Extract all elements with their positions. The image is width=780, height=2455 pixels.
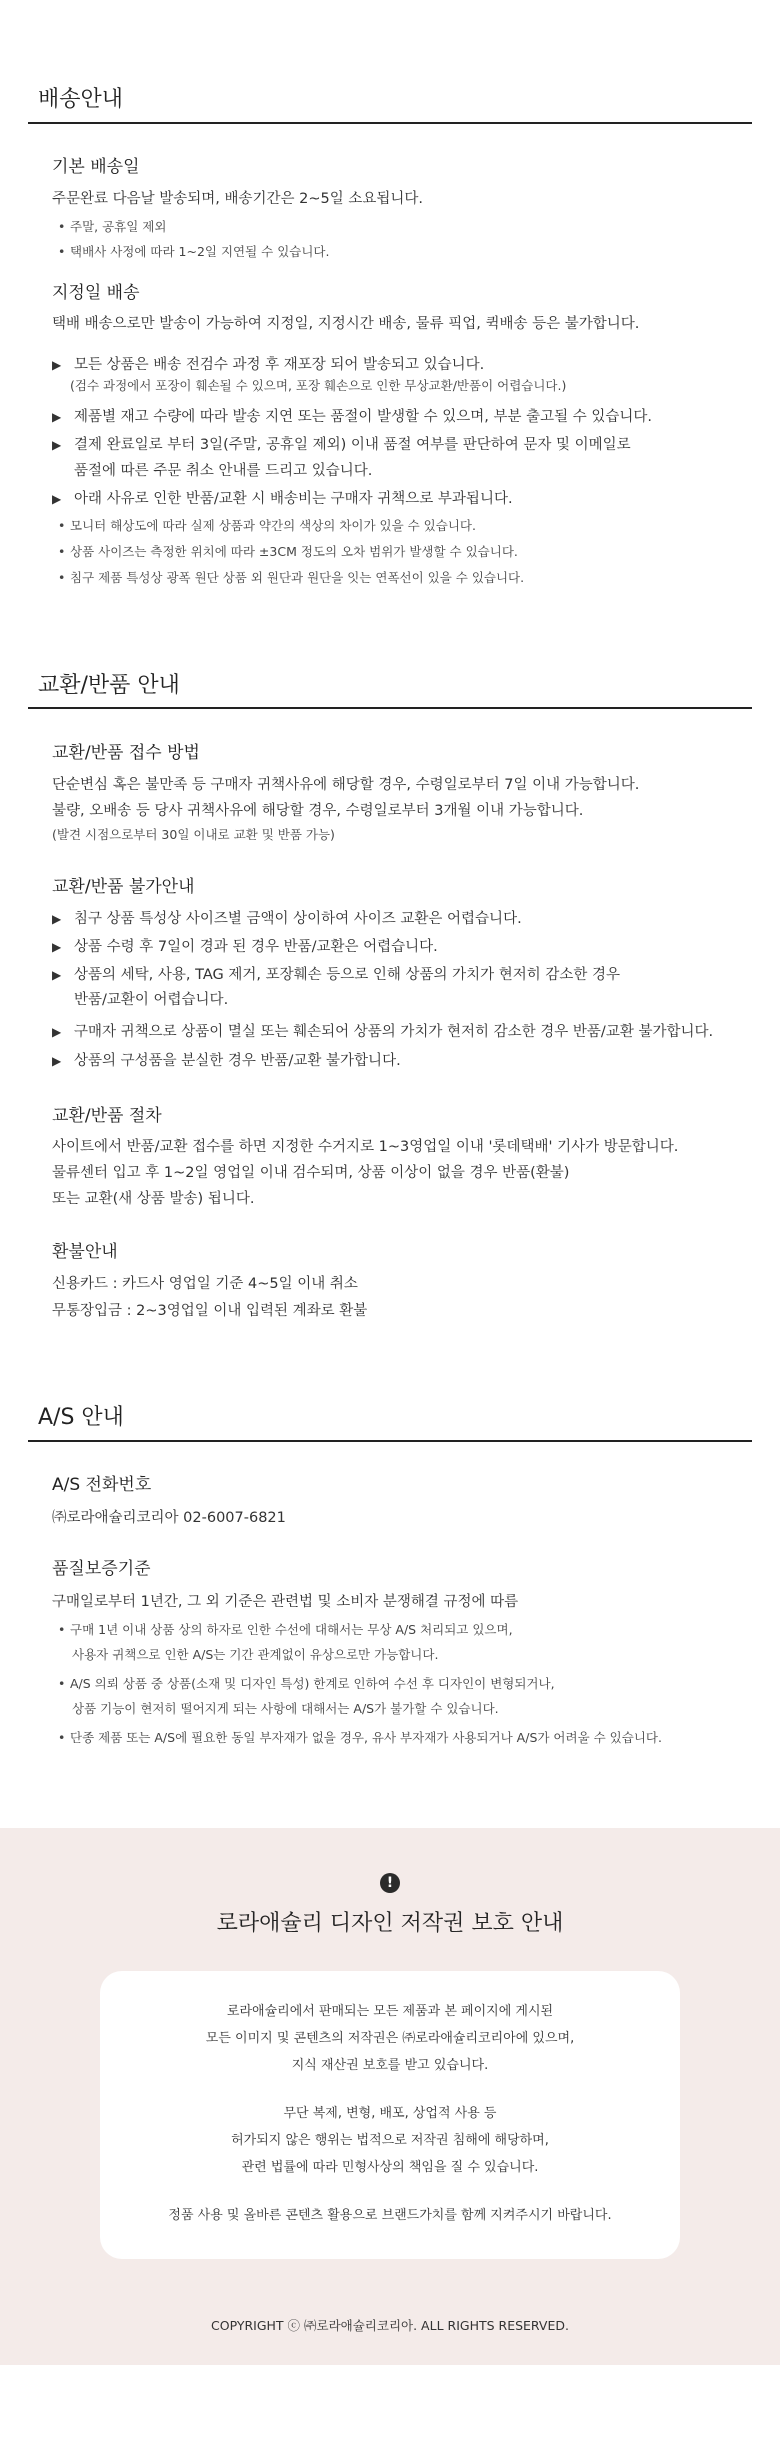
refund-title: 환불안내 — [52, 1242, 118, 1262]
unable-item: ▶ 상품의 구성품을 분실한 경우 반품/교환 불가합니다. — [52, 1048, 401, 1074]
exchange-title: 교환/반품 안내 — [38, 673, 180, 698]
notice-line: 관련 법률에 따라 민형사상의 책임을 질 수 있습니다. — [241, 2160, 539, 2175]
notice-line: 정품 사용 및 올바른 콘텐츠 활용으로 브랜드가치를 함께 지켜주시기 바랍니다. — [168, 2208, 612, 2223]
warranty-bullet-cont: 상품 기능이 현저히 떨어지게 되는 사항에 대해서는 A/S가 불가할 수 있습니다. — [72, 1701, 499, 1716]
basic-shipping-title: 기본 배송일 — [52, 157, 140, 177]
triangle-right-icon: ▶ — [52, 410, 62, 424]
exchange-process-line: 또는 교환(새 상품 발송) 됩니다. — [52, 1191, 255, 1207]
exchange-unable-title: 교환/반품 불가안내 — [52, 877, 195, 897]
warranty-bullet-cont: 사용자 귀책으로 인한 A/S는 기간 관계없이 유상으로만 가능합니다. — [72, 1647, 439, 1662]
triangle-right-icon: ▶ — [52, 358, 62, 372]
basic-bullet: • 주말, 공휴일 제외 — [52, 215, 166, 239]
copyright-notice-box — [100, 1971, 680, 2259]
exchange-rule — [28, 707, 752, 709]
as-title: A/S 안내 — [38, 1405, 124, 1430]
shipping-title: 배송안내 — [38, 87, 124, 112]
reason-bullet: • 침구 제품 특성상 광폭 원단 상품 외 원단과 원단을 잇는 연폭선이 있을 수 있습니다. — [52, 566, 524, 590]
unable-item-cont: 반품/교환이 어렵습니다. — [74, 992, 229, 1008]
notice-line: 지식 재산권 보호를 받고 있습니다. — [291, 2058, 489, 2073]
notice-line: 로라애슐리에서 판매되는 모든 제품과 본 페이지에 게시된 — [226, 2004, 554, 2019]
exchange-method-title: 교환/반품 접수 방법 — [52, 743, 200, 763]
reason-bullet: • 모니터 해상도에 따라 실제 상품과 약간의 색상의 차이가 있을 수 있습니다. — [52, 514, 476, 538]
triangle-right-icon: ▶ — [52, 912, 62, 926]
unable-item: ▶ 구매자 귀책으로 상품이 멸실 또는 훼손되어 상품의 가치가 현저히 감소한 경우 반품/교환 불가합니다. — [52, 1019, 713, 1045]
copyright-text: COPYRIGHT ⓒ ㈜로라애슐리코리아. ALL RIGHTS RESERVED. — [211, 2318, 569, 2333]
warranty-title: 품질보증기준 — [52, 1559, 151, 1579]
date-shipping-title: 지정일 배송 — [52, 283, 140, 303]
triangle-right-icon: ▶ — [52, 438, 62, 452]
unable-item: ▶ 상품의 세탁, 사용, TAG 제거, 포장훼손 등으로 인해 상품의 가치가 현저히 감소한 경우 — [52, 962, 620, 988]
triangle-right-icon: ▶ — [52, 968, 62, 982]
copyright-notice-panel — [0, 1828, 780, 2365]
unable-item: ▶ 상품 수령 후 7일이 경과 된 경우 반품/교환은 어렵습니다. — [52, 934, 438, 960]
refund-line: 신용카드 : 카드사 영업일 기준 4~5일 이내 취소 — [52, 1276, 358, 1292]
notice-line: 모든 이미지 및 콘텐츠의 저작권은 ㈜로라애슐리코리아에 있으며, — [205, 2031, 575, 2046]
shipping-note-sub: (검수 과정에서 포장이 훼손될 수 있으며, 포장 훼손으로 인한 무상교환/반품이 어렵습니다.) — [70, 378, 567, 393]
notice-line: 무단 복제, 변형, 배포, 상업적 사용 등 — [283, 2106, 497, 2121]
as-rule — [28, 1440, 752, 1442]
exchange-process-line: 물류센터 입고 후 1~2일 영업일 이내 검수되며, 상품 이상이 없을 경우 반품(환불) — [52, 1165, 570, 1181]
date-shipping-text: 택배 배송으로만 발송이 가능하여 지정일, 지정시간 배송, 물류 픽업, 퀵배송 등은 불가합니다. — [52, 316, 640, 332]
warranty-bullet: • 구매 1년 이내 상품 상의 하자로 인한 수선에 대해서는 무상 A/S 처리되고 있으며, — [52, 1618, 513, 1642]
shipping-rule — [28, 122, 752, 124]
exchange-method-small: (발견 시점으로부터 30일 이내로 교환 및 반품 가능) — [52, 827, 335, 842]
reason-bullet: • 상품 사이즈는 측정한 위치에 따라 ±3CM 정도의 오차 범위가 발생할 수 있습니다. — [52, 540, 518, 564]
as-phone-text: ㈜로라애슐리코리아 02-6007-6821 — [52, 1510, 286, 1526]
shipping-note: ▶ 제품별 재고 수량에 따라 발송 지연 또는 품절이 발생할 수 있으며, 부분 출고될 수 있습니다. — [52, 404, 652, 430]
shipping-note: ▶ 결제 완료일로 부터 3일(주말, 공휴일 제외) 이내 품절 여부를 판단하여 문자 및 이메일로 — [52, 432, 631, 458]
as-phone-title: A/S 전화번호 — [52, 1475, 152, 1495]
warranty-text: 구매일로부터 1년간, 그 외 기준은 관련법 및 소비자 분쟁해결 규정에 따름 — [52, 1594, 519, 1610]
copyright-notice-title: 로라애슐리 디자인 저작권 보호 안내 — [216, 1911, 564, 1936]
exchange-method-line: 단순변심 혹은 불만족 등 구매자 귀책사유에 해당할 경우, 수령일로부터 7일 이내 가능합니다. — [52, 777, 640, 793]
shipping-note-cont: 품절에 따른 주문 취소 안내를 드리고 있습니다. — [74, 463, 373, 479]
exchange-method-line: 불량, 오배송 등 당사 귀책사유에 해당할 경우, 수령일로부터 3개월 이내 가능합니다. — [52, 803, 584, 819]
warranty-bullet: • 단종 제품 또는 A/S에 필요한 동일 부자재가 없을 경우, 유사 부자재가 사용되거나 A/S가 어려울 수 있습니다. — [52, 1726, 662, 1750]
refund-line: 무통장입금 : 2~3영업일 이내 입력된 계좌로 환불 — [52, 1303, 368, 1319]
basic-bullet: • 택배사 사정에 따라 1~2일 지연될 수 있습니다. — [52, 240, 329, 264]
basic-shipping-text: 주문완료 다음날 발송되며, 배송기간은 2~5일 소요됩니다. — [52, 191, 424, 207]
warranty-bullet: • A/S 의뢰 상품 중 상품(소재 및 디자인 특성) 한계로 인하여 수선 후 디자인이 변형되거나, — [52, 1672, 555, 1696]
alert-icon: ! — [380, 1873, 400, 1893]
shipping-note: ▶ 모든 상품은 배송 전검수 과정 후 재포장 되어 발송되고 있습니다. — [52, 352, 484, 378]
notice-line: 허가되지 않은 행위는 법적으로 저작권 침해에 해당하며, — [231, 2133, 549, 2148]
triangle-right-icon: ▶ — [52, 940, 62, 954]
triangle-right-icon: ▶ — [52, 1054, 62, 1068]
triangle-right-icon: ▶ — [52, 492, 62, 506]
exchange-process-line: 사이트에서 반품/교환 접수를 하면 지정한 수거지로 1~3영업일 이내 '롯데택배' 기사가 방문합니다. — [52, 1139, 679, 1155]
exchange-process-title: 교환/반품 절차 — [52, 1106, 162, 1126]
unable-item: ▶ 침구 상품 특성상 사이즈별 금액이 상이하여 사이즈 교환은 어렵습니다. — [52, 906, 522, 932]
shipping-note: ▶ 아래 사유로 인한 반품/교환 시 배송비는 구매자 귀책으로 부과됩니다. — [52, 486, 513, 512]
triangle-right-icon: ▶ — [52, 1025, 62, 1039]
